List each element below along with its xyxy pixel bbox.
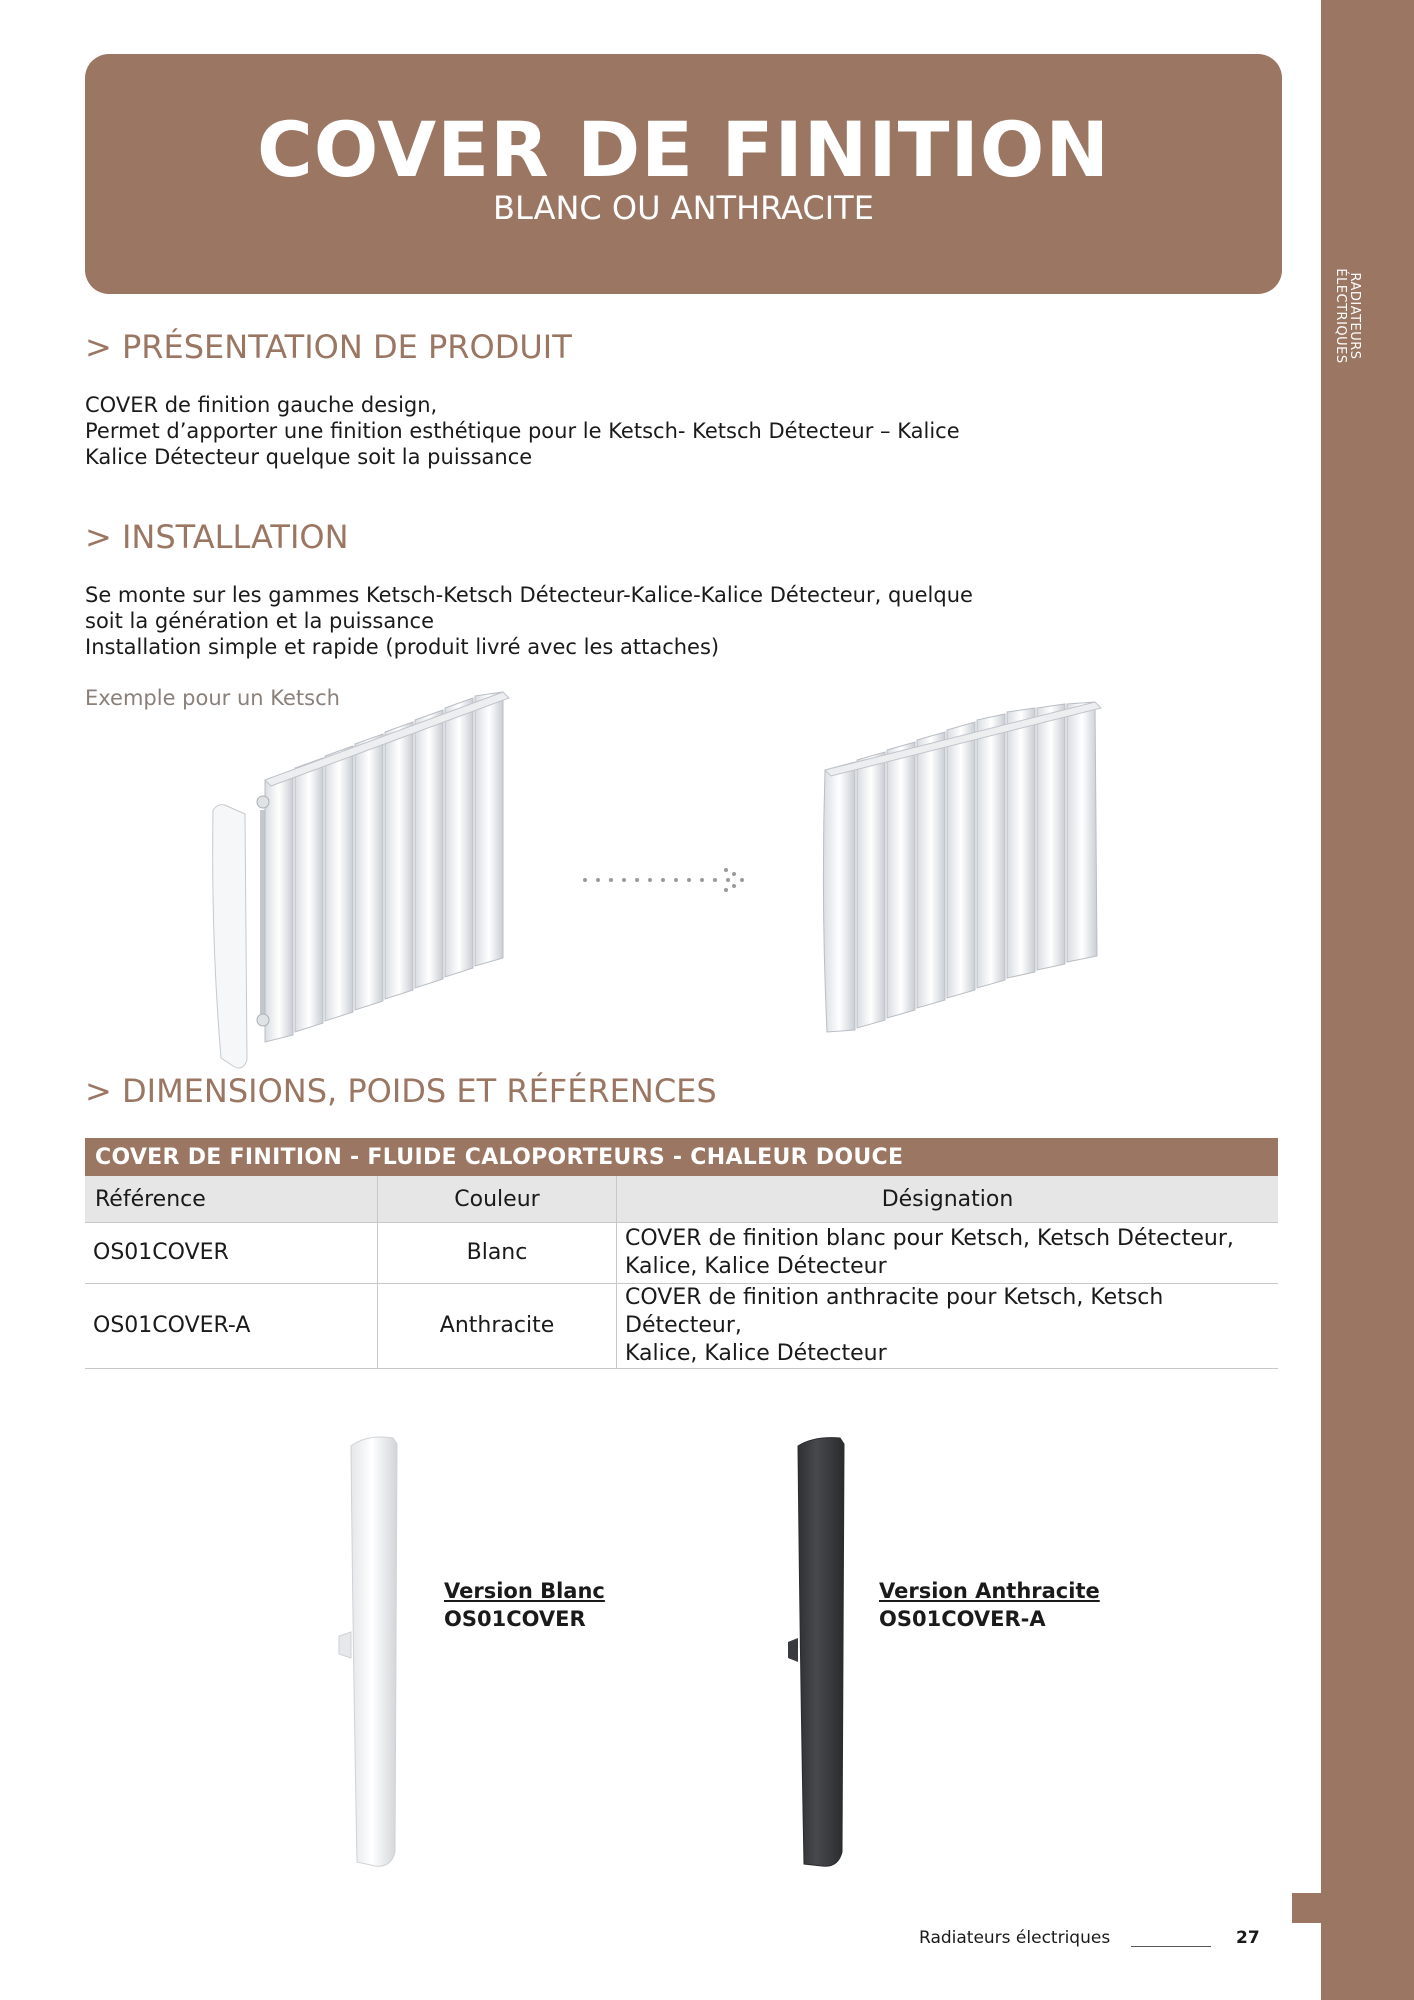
color-cell: Blanc	[378, 1223, 617, 1284]
reference-cell: OS01COVER-A	[85, 1284, 378, 1369]
installation-heading: > INSTALLATION	[85, 518, 349, 556]
dimensions-heading: > DIMENSIONS, POIDS ET RÉFÉRENCES	[85, 1072, 717, 1110]
references-table	[85, 1138, 1278, 1369]
page-tab-marker	[1292, 1893, 1322, 1923]
table-row	[85, 1223, 1278, 1284]
column-header: Désignation	[617, 1176, 1279, 1223]
dotted-arrow-icon	[580, 860, 755, 900]
column-header: Référence	[85, 1176, 378, 1223]
page-number: 27	[1236, 1928, 1260, 1948]
installation-text: Se monte sur les gammes Ketsch-Ketsch Détecteur-Kalice-Kalice Détecteur, quelque soit la génération et la puissance Installation simple et rapide (produit livré avec les attaches)	[85, 583, 973, 659]
designation-cell: COVER de finition blanc pour Ketsch, Ketsch Détecteur, Kalice, Kalice Détecteur	[617, 1223, 1279, 1284]
presentation-heading: > PRÉSENTATION DE PRODUIT	[85, 328, 572, 366]
radiator-assembled-illustration	[815, 700, 1115, 1040]
version-blanc-label: Version Blanc OS01COVER	[444, 1579, 605, 1631]
hero-banner	[85, 54, 1282, 294]
version-anthracite-label: Version Anthracite OS01COVER-A	[879, 1579, 1100, 1631]
page-title: COVER DE FINITION	[257, 105, 1110, 194]
table-row	[85, 1284, 1278, 1369]
table-header-row	[85, 1176, 1278, 1223]
page-subtitle: BLANC OU ANTHRACITE	[493, 189, 874, 227]
side-section-label: RADIATEURS ÉLECTRIQUES	[1333, 268, 1362, 364]
presentation-text: COVER de finition gauche design, Permet d’apporter une finition esthétique pour le Ketsch- Ketsch Détecteur – Kalice Kalice Détecteur quelque soit la puissance	[85, 393, 960, 469]
radiator-with-cover-illustration	[205, 690, 525, 1070]
footer-divider	[1131, 1946, 1211, 1947]
reference-cell: OS01COVER	[85, 1223, 378, 1284]
anthracite-cover-illustration	[782, 1432, 852, 1872]
color-cell: Anthracite	[378, 1284, 617, 1369]
white-cover-illustration	[335, 1432, 405, 1872]
designation-cell: COVER de finition anthracite pour Ketsch, Ketsch Détecteur, Kalice, Kalice Détecteur	[617, 1284, 1279, 1369]
column-header: Couleur	[378, 1176, 617, 1223]
example-caption: Exemple pour un Ketsch	[85, 686, 340, 710]
table-title: COVER DE FINITION - FLUIDE CALOPORTEURS - CHALEUR DOUCE	[85, 1138, 1278, 1176]
footer-section: Radiateurs électriques	[919, 1928, 1111, 1948]
